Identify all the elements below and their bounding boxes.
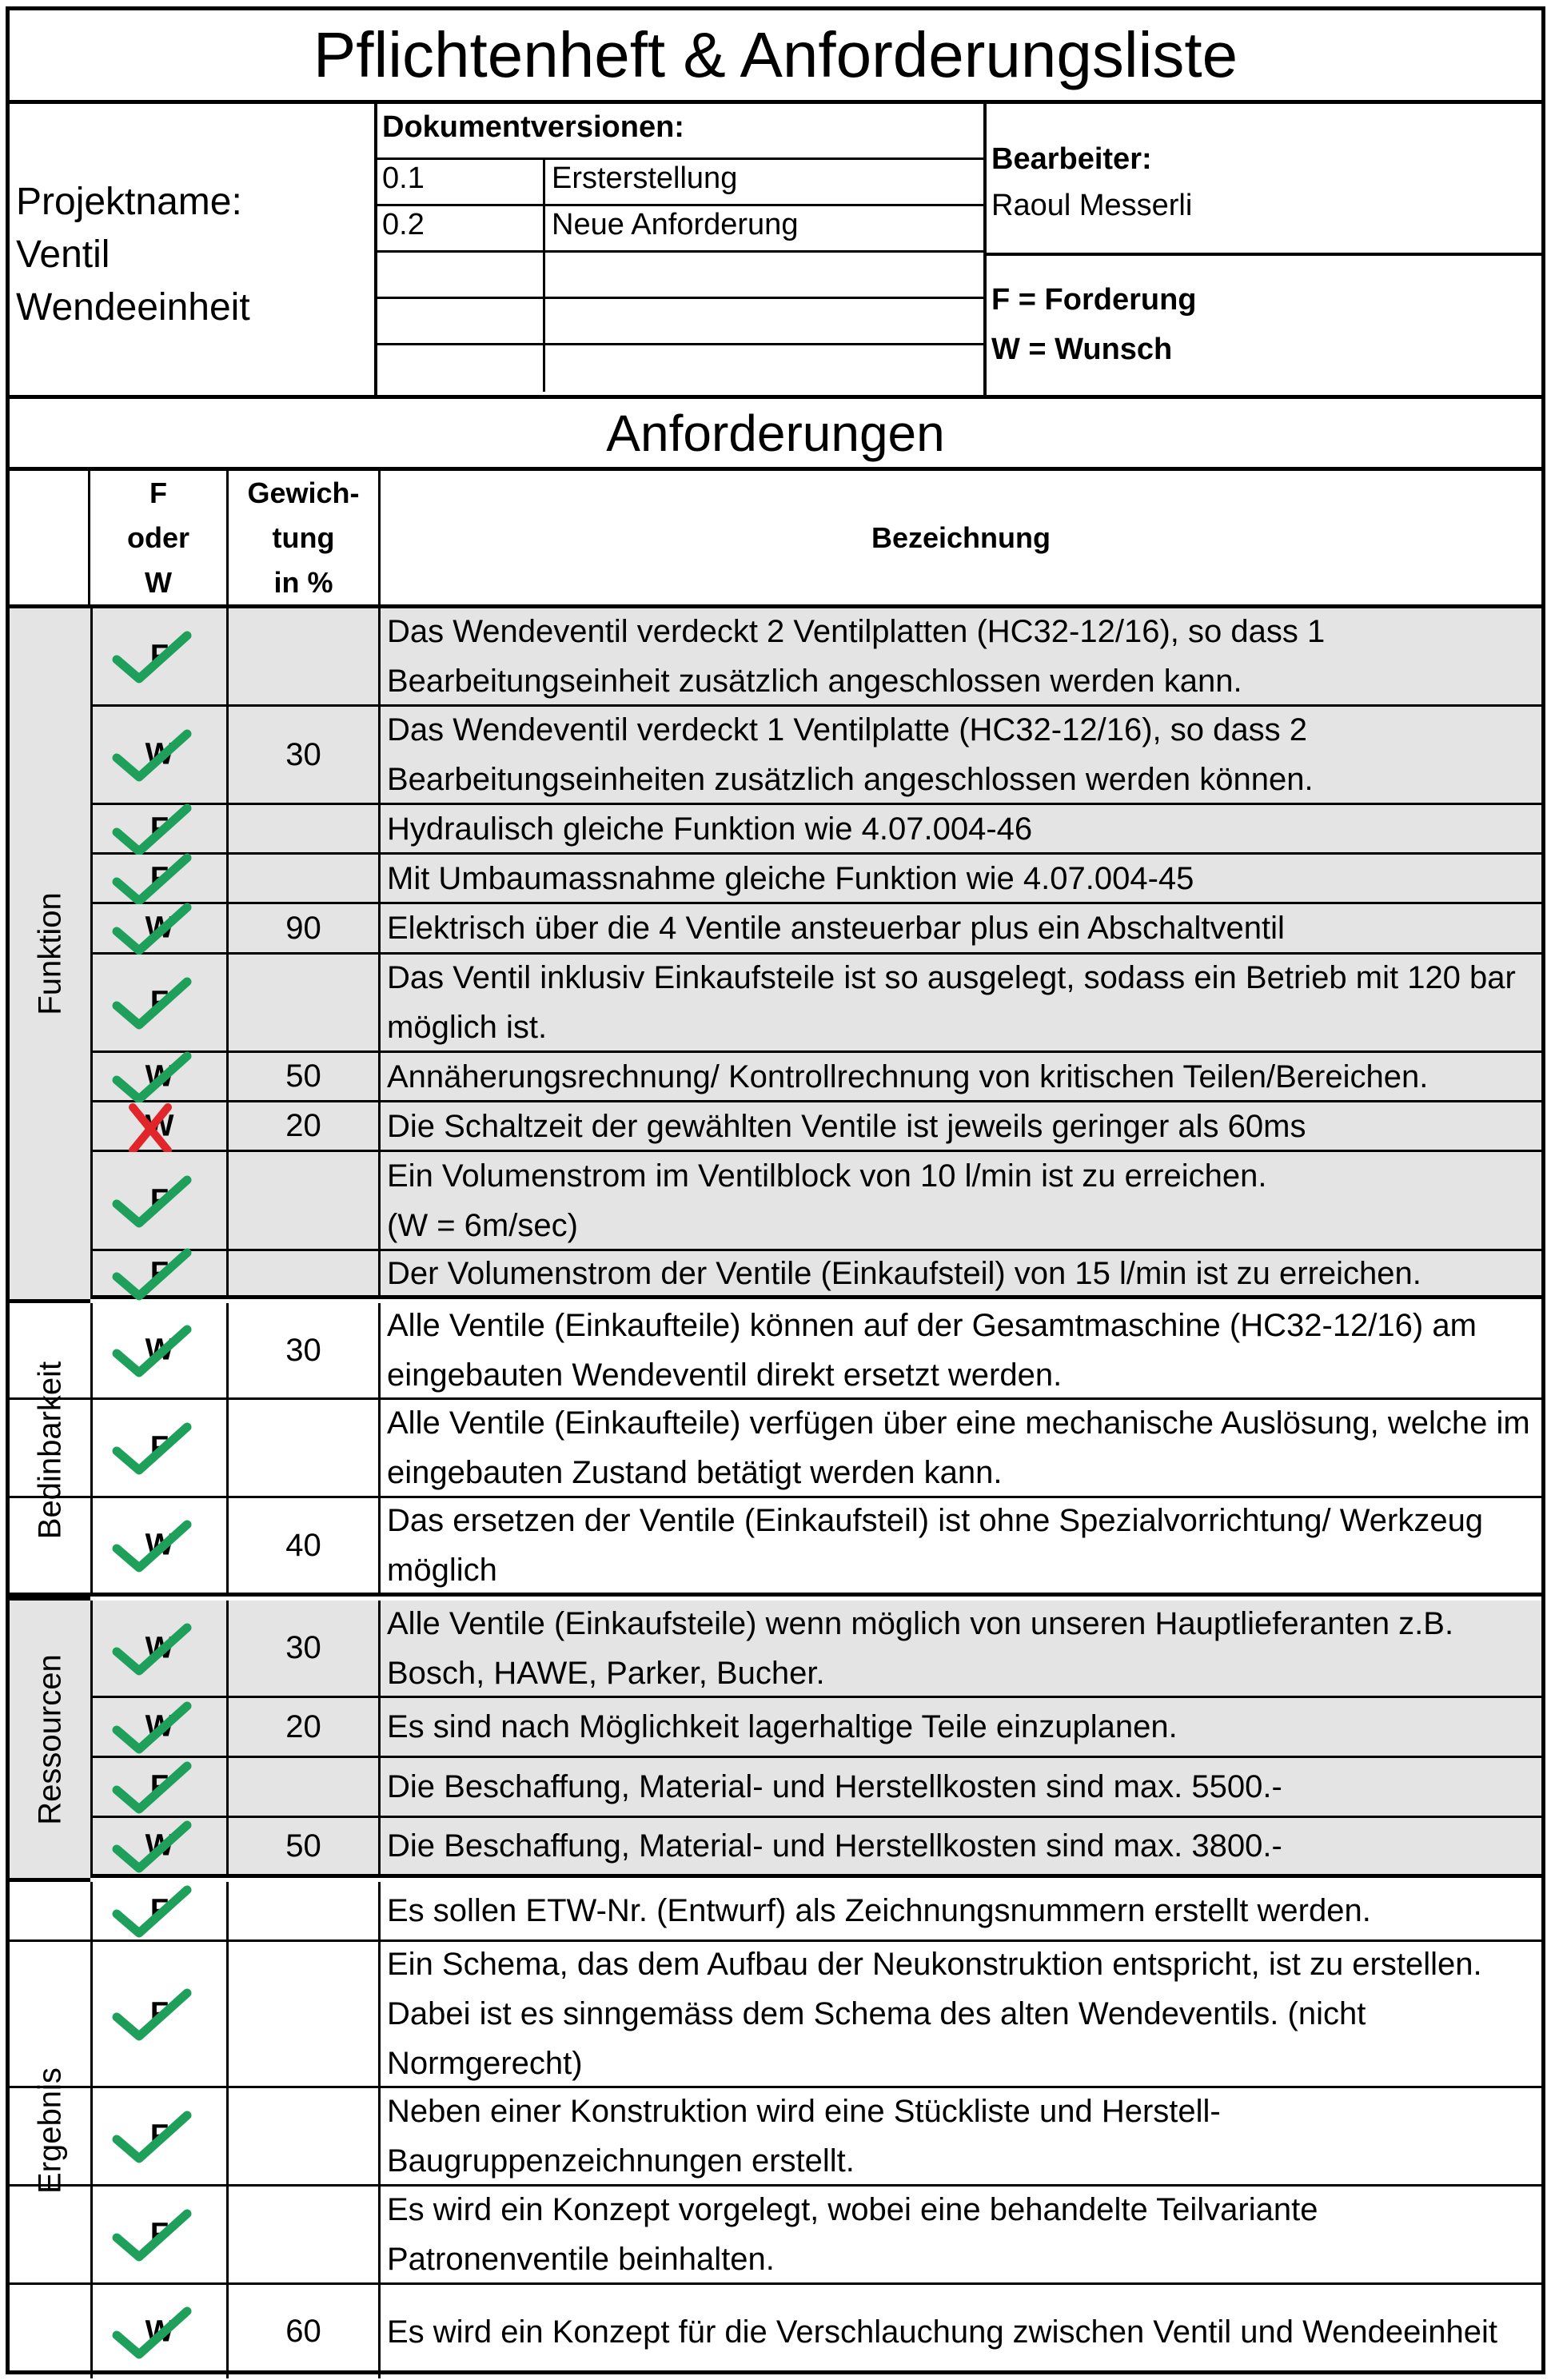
type-letter: F [150,639,169,673]
description-text: Es sind nach Möglichkeit lagerhaltige Teile einzuplanen. [387,1709,1178,1744]
description-text: Hydraulisch gleiche Funktion wie 4.07.004-46 [387,811,1033,847]
weight-cell [229,1251,381,1295]
type-letter: F [150,1430,169,1465]
weight-cell: 30 [229,1601,381,1696]
description-cell [381,1102,1541,1150]
table-header [10,471,1541,608]
cross-icon [126,1098,174,1158]
section-label: Ergebnis [32,2067,67,2194]
header-type-line: W [145,565,172,599]
weight-cell: 30 [229,1303,381,1397]
description-text: Annäherungsrechnung/ Kontrollrechnung von kritischen Teilen/Bereichen. [387,1058,1429,1094]
table-row [10,904,1541,955]
description-cell [381,1152,1541,1249]
type-letter: F [150,811,169,845]
type-cell [90,1303,229,1397]
check-icon [112,975,192,1035]
description-cell [381,608,1541,704]
weight-cell [229,608,381,704]
version-description [545,299,983,343]
header-weight-line: Gewich- [247,476,360,509]
description-text: Die Beschaffung, Material- und Herstellkosten sind max. 5500.- [387,1769,1282,1804]
header-weight-line: tung [272,520,335,554]
version-number [377,299,545,343]
table-row [10,1601,1541,1698]
header-weight [229,471,381,604]
section-label: Ressourcen [32,1653,67,1825]
description-cell [381,1400,1541,1496]
type-letter: F [150,2119,169,2153]
description-text: Es wird ein Konzept vorgelegt, wobei eine behandelte Teilvariante Patronenventile beinhalten. [387,2192,1318,2277]
type-cell [90,1942,229,2086]
type-cell [90,1758,229,1816]
type-cell [90,1251,229,1295]
type-letter: W [145,1528,174,1562]
type-letter: W [145,1109,174,1142]
weight-cell: 40 [229,1498,381,1593]
description-text: Es wird ein Konzept für die Verschlauchung zwischen Ventil und Wendeeinheit [387,2314,1498,2350]
version-description: Neue Anforderung [552,208,799,241]
table-row [10,2187,1541,2285]
description-cell [381,955,1541,1050]
weight-cell: 50 [229,1818,381,1874]
check-icon [112,1246,192,1305]
type-letter: F [150,1183,169,1217]
type-letter: W [145,1059,174,1093]
weight-cell [229,1758,381,1816]
check-icon [112,1884,192,1943]
table-row [10,1498,1541,1597]
project-label: Projektname: [16,181,242,223]
check-icon [112,1819,192,1878]
description-cell [381,2088,1541,2184]
description-text: Elektrisch über die 4 Ventile ansteuerbar plus ein Abschaltventil [387,911,1285,946]
type-letter: W [145,1709,174,1744]
document-title: Pflichtenheft & Anforderungsliste [10,10,1541,104]
weight-cell: 50 [229,1053,381,1100]
header-description: Bezeichnung [871,520,1051,554]
type-cell [90,1102,229,1150]
check-icon [112,1700,192,1759]
table-row [10,1053,1541,1102]
header-weight-line: in % [273,565,333,599]
description-cell [381,1303,1541,1397]
type-cell [90,855,229,902]
weight-cell: 30 [229,707,381,803]
description-cell [381,1251,1541,1295]
weight-cell [229,1400,381,1496]
description-text: Das Ventil inklusiv Einkaufsteile ist so ausgelegt, sodass ein Betrieb mit 120 bar möglich ist. [387,960,1516,1045]
versions-heading: Dokumentversionen: [377,104,983,160]
legend-forderung: F = Forderung [991,283,1197,317]
weight-cell: 20 [229,1698,381,1756]
type-letter: F [150,1256,169,1290]
type-cell [90,2285,229,2378]
table-row [10,1818,1541,1878]
description-text: Die Schaltzeit der gewählten Ventile ist jeweils geringer als 60ms [387,1108,1306,1144]
table-row [10,1152,1541,1251]
version-row [377,160,983,206]
weight-cell [229,805,381,852]
type-cell [90,608,229,704]
legend-wunsch: W = Wunsch [991,333,1173,366]
requirements-title: Anforderungen [10,395,1541,471]
version-number [377,253,545,297]
document-versions [377,104,987,395]
table-row [10,707,1541,805]
description-cell [381,1053,1541,1100]
description-text: Das Wendeventil verdeckt 1 Ventilplatte (HC32-12/16), so dass 2 Bearbeitungseinheiten zusätzlich angeschlossen werden können. [387,712,1314,797]
table-row [10,2088,1541,2187]
editor-box [987,104,1541,256]
editor-name: Raoul Messerli [991,189,1193,222]
table-row [10,1102,1541,1152]
header-type-line: F [149,476,167,509]
requirements-sheet [6,6,1545,2374]
type-cell [90,707,229,803]
description-text: Das Wendeventil verdeckt 2 Ventilplatten (HC32-12/16), so dass 1 Bearbeitungseinheit zusätzlich angeschlossen werden kann. [387,614,1326,699]
table-row [10,1882,1541,1942]
type-cell [90,1601,229,1696]
table-row [10,1400,1541,1498]
editor-label: Bearbeiter: [991,142,1152,176]
check-icon [112,1421,192,1480]
check-icon [112,629,192,688]
type-letter: F [150,1996,169,2031]
table-row [10,1303,1541,1400]
type-cell [90,805,229,852]
weight-cell: 90 [229,904,381,952]
description-cell [381,1882,1541,1939]
description-text: Neben einer Konstruktion wird eine Stückliste und Herstell- Baugruppenzeichnungen erstellt. [387,2094,1221,2179]
check-icon [112,901,192,960]
version-description: Ersterstellung [552,161,738,195]
check-icon [112,728,192,787]
type-letter: W [145,911,174,945]
type-cell [90,1698,229,1756]
description-cell [381,1601,1541,1696]
type-cell [90,1818,229,1874]
weight-cell [229,1942,381,2086]
weight-cell [229,855,381,902]
weight-cell [229,1882,381,1939]
version-description [545,253,983,297]
table-row [10,1942,1541,2088]
weight-cell: 60 [229,2285,381,2378]
version-number [377,345,545,392]
section-label: Bedinbarkeit [32,1361,67,1539]
description-cell [381,1758,1541,1816]
description-cell [381,1818,1541,1874]
type-cell [90,1053,229,1100]
type-letter: F [150,1893,169,1928]
header-type-line: oder [126,520,189,554]
table-row [10,1758,1541,1818]
project-name-line2: Wendeeinheit [16,286,250,329]
version-description [545,345,983,392]
description-note: (W = 6m/sec) [387,1207,578,1243]
check-icon [112,1621,192,1680]
type-letter: F [150,985,169,1019]
description-text: Alle Ventile (Einkaufsteile) wenn möglich von unseren Hauptlieferanten z.B. Bosch, HAWE, Parker, Bucher. [387,1605,1454,1691]
version-row [377,345,983,392]
check-icon [112,2207,192,2266]
description-cell [381,1698,1541,1756]
type-cell [90,1152,229,1249]
header-section-cell [10,471,90,604]
description-text: Ein Schema, das dem Aufbau der Neukonstruktion entspricht, ist zu erstellen. Dabei ist es sinngemäss dem Schema des alten Wendeventils. (nicht Normgerecht) [387,1947,1482,2081]
description-text: Alle Ventile (Einkaufteile) können auf der Gesamtmaschine (HC32-12/16) am eingebauten Wendeventil direkt ersetzt werden. [387,1308,1477,1393]
check-icon [112,2109,192,2168]
description-text: Alle Ventile (Einkaufteile) verfügen über eine mechanische Auslösung, welche im eingebauten Zustand betätigt werden kann. [387,1405,1530,1490]
project-box [10,104,377,395]
type-cell [90,2088,229,2184]
type-letter: F [150,2217,169,2251]
check-icon [112,1173,192,1232]
type-letter: W [145,2314,174,2348]
check-icon [112,1760,192,1819]
table-row [10,855,1541,904]
type-cell [90,1498,229,1593]
version-number: 0.2 [377,206,545,250]
type-letter: W [145,1828,174,1863]
description-text: Ein Volumenstrom im Ventilblock von 10 l/min ist zu erreichen. [387,1158,1267,1194]
description-cell [381,2285,1541,2378]
check-icon [112,2304,192,2363]
description-text: Der Volumenstrom der Ventile (Einkaufsteil) von 15 l/min ist zu erreichen. [387,1255,1421,1291]
legend-box [987,256,1541,395]
check-icon [112,1987,192,2046]
table-row [10,1251,1541,1299]
weight-cell [229,2088,381,2184]
description-cell [381,1498,1541,1593]
type-letter: W [145,1333,174,1367]
weight-cell [229,2187,381,2282]
description-text: Die Beschaffung, Material- und Herstellkosten sind max. 3800.- [387,1828,1282,1864]
table-row [10,608,1541,707]
version-row [377,206,983,253]
description-cell [381,904,1541,952]
header-type [90,471,229,604]
type-cell [90,2187,229,2282]
table-row [10,805,1541,855]
type-letter: W [145,737,174,771]
type-cell [90,1400,229,1496]
weight-cell: 20 [229,1102,381,1150]
description-text: Mit Umbaumassnahme gleiche Funktion wie 4.07.004-45 [387,860,1194,896]
description-cell [381,707,1541,803]
description-text: Es sollen ETW-Nr. (Entwurf) als Zeichnungsnummern erstellt werden. [387,1893,1371,1928]
type-letter: F [150,861,169,895]
check-icon [112,1518,192,1577]
description-cell [381,855,1541,902]
description-cell [381,805,1541,852]
description-cell [381,2187,1541,2282]
type-letter: F [150,1769,169,1804]
table-row [10,1698,1541,1758]
description-text: Das ersetzen der Ventile (Einkaufsteil) ist ohne Spezialvorrichtung/ Werkzeug möglich [387,1503,1484,1588]
version-number: 0.1 [377,160,545,204]
weight-cell [229,955,381,1050]
check-icon [112,1323,192,1382]
version-row [377,299,983,345]
type-cell [90,904,229,952]
version-row [377,253,983,299]
type-cell [90,1882,229,1939]
project-name-line1: Ventil [16,233,110,276]
table-row [10,955,1541,1053]
weight-cell [229,1152,381,1249]
section-label: Funktion [32,892,67,1015]
type-letter: W [145,1631,174,1664]
table-row [10,2285,1541,2378]
description-cell [381,1942,1541,2086]
type-cell [90,955,229,1050]
